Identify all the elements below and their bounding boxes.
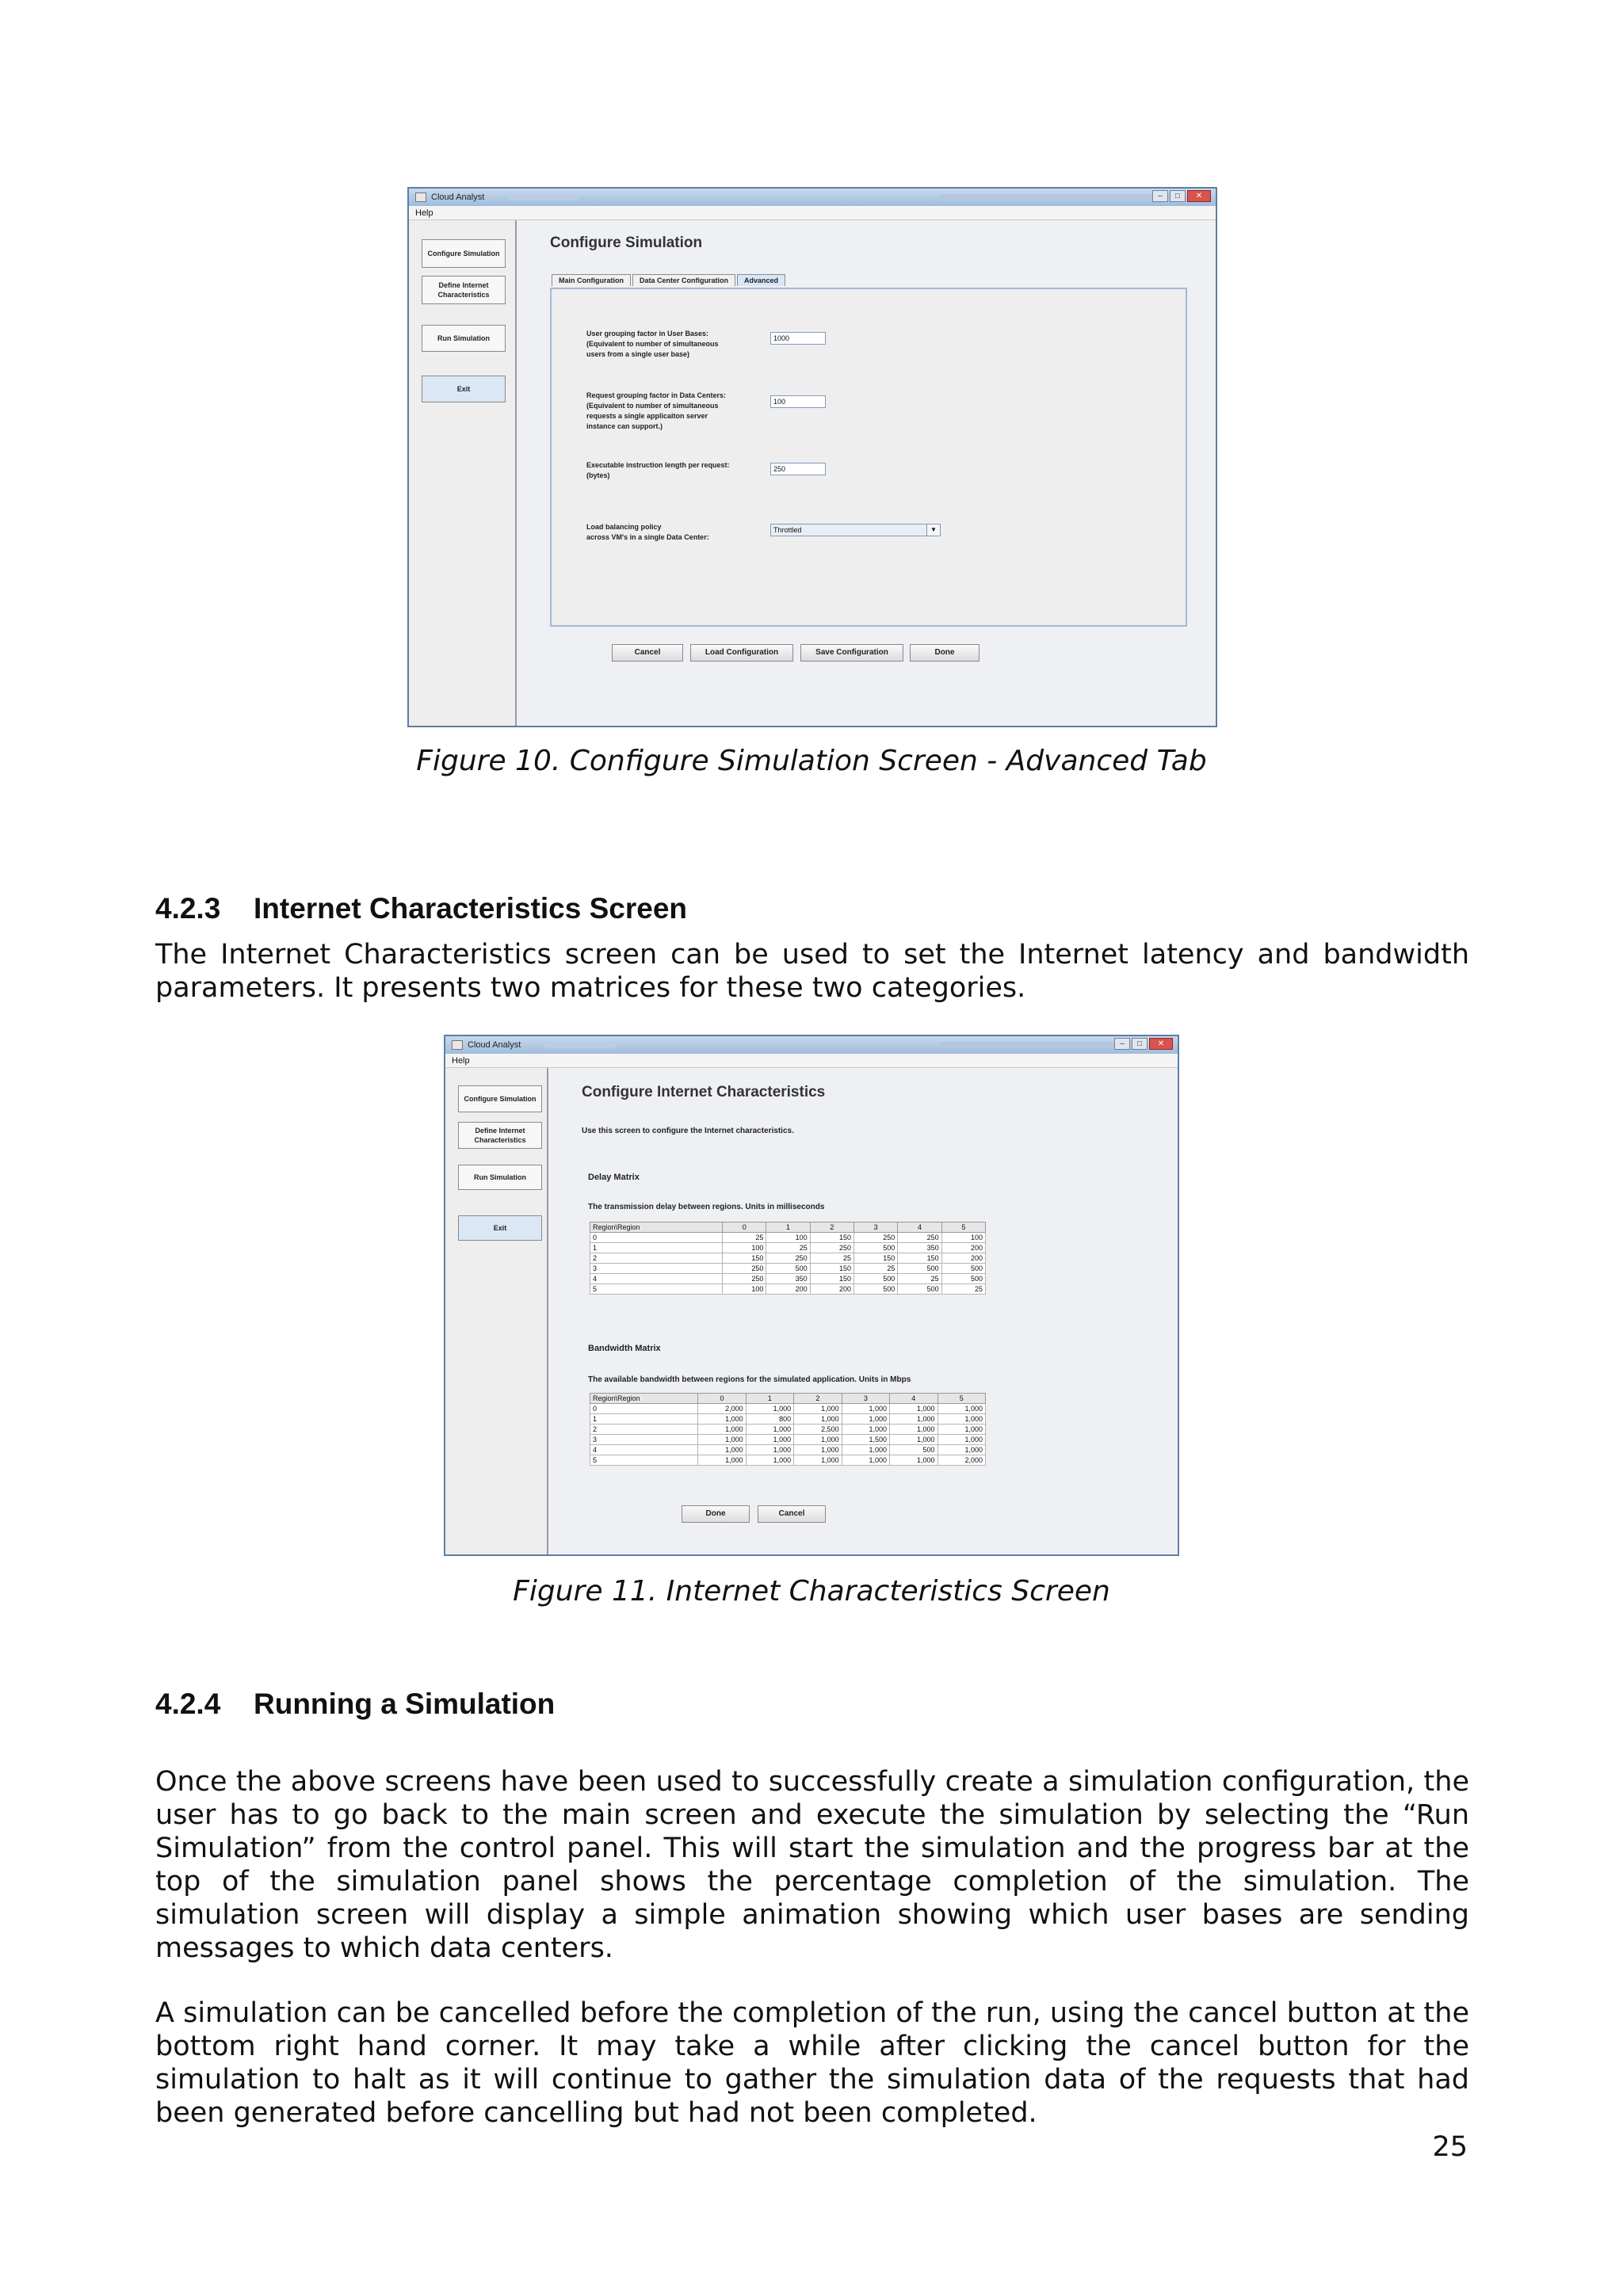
run-simulation-button[interactable]: Run Simulation [422, 325, 506, 352]
bandwidth-cell[interactable]: 1,000 [938, 1435, 986, 1445]
bandwidth-column-header: 4 [890, 1394, 938, 1404]
bandwidth-cell[interactable]: 1,000 [698, 1425, 746, 1435]
delay-cell[interactable]: 500 [854, 1243, 898, 1253]
delay-cell[interactable]: 25 [810, 1253, 854, 1264]
bandwidth-column-header: Region\Region [590, 1394, 698, 1404]
table-row [590, 1435, 986, 1445]
section-number: 4.2.3 [155, 892, 221, 925]
delay-row-header: 4 [590, 1274, 723, 1284]
section-4-2-4-paragraph-1: Once the above screens have been used to successfully create a simulation configuration, the user has to go back to the main screen and execute the simulation by selecting the “Run Simulation” from the control panel. This will start the simulation and the progress bar at the top of the simulation panel shows the percentage completion of the simulation. The simulation screen will display a simple animation showing which user bases are sending messages to which data centers. [155, 1766, 1469, 1964]
table-row [590, 1284, 986, 1295]
table-row [590, 1455, 986, 1466]
exit-button[interactable]: Exit [422, 376, 506, 402]
delay-matrix-subtitle: The transmission delay between regions. Units in milliseconds [588, 1203, 825, 1211]
configure-simulation-button[interactable]: Configure Simulation [422, 239, 506, 268]
delay-row-header: 1 [590, 1243, 723, 1253]
delay-column-header: 2 [810, 1222, 854, 1233]
table-row [590, 1445, 986, 1455]
delay-cell[interactable]: 250 [723, 1264, 766, 1274]
request-grouping-label: Request grouping factor in Data Centers: (Equivalent to number of simultaneous requests a single applicaiton server instance can support.) [586, 391, 727, 430]
delay-row-header: 0 [590, 1233, 723, 1243]
table-row [590, 1414, 986, 1425]
delay-cell[interactable]: 500 [898, 1284, 941, 1295]
bandwidth-cell[interactable]: 1,000 [698, 1435, 746, 1445]
user-grouping-label: User grouping factor in User Bases: (Equivalent to number of simultaneous users from a single user base) [586, 330, 719, 358]
delay-cell[interactable]: 150 [810, 1274, 854, 1284]
delay-cell[interactable]: 500 [766, 1264, 810, 1274]
bandwidth-cell[interactable]: 1,000 [938, 1414, 986, 1425]
close-icon[interactable]: ✕ [1149, 1038, 1173, 1050]
window-titlebar [409, 189, 1216, 206]
bandwidth-cell[interactable]: 1,000 [794, 1404, 842, 1414]
figure-11-caption: Figure 11. Internet Characteristics Screen [513, 1575, 1110, 1608]
section-heading-4-2-3 [155, 892, 687, 925]
table-row [590, 1264, 986, 1274]
bandwidth-row-header: 2 [590, 1425, 698, 1435]
bandwidth-cell[interactable]: 1,000 [938, 1404, 986, 1414]
delay-cell[interactable]: 25 [766, 1243, 810, 1253]
window-title: Cloud Analyst [431, 193, 485, 202]
delay-cell[interactable]: 200 [941, 1253, 985, 1264]
delay-row-header: 5 [590, 1284, 723, 1295]
table-row [590, 1404, 986, 1414]
delay-cell[interactable]: 350 [898, 1243, 941, 1253]
delay-column-header: 0 [723, 1222, 766, 1233]
done-button[interactable]: Done [682, 1505, 750, 1523]
cancel-button[interactable]: Cancel [612, 644, 683, 662]
close-icon[interactable]: ✕ [1187, 190, 1211, 202]
bandwidth-cell[interactable]: 1,000 [842, 1455, 889, 1466]
bandwidth-column-header: 0 [698, 1394, 746, 1404]
window-title: Cloud Analyst [468, 1040, 521, 1050]
request-grouping-input[interactable]: 100 [770, 395, 826, 408]
maximize-icon[interactable]: □ [1170, 190, 1186, 202]
bandwidth-cell[interactable]: 1,000 [698, 1414, 746, 1425]
intro-text: Use this screen to configure the Internet characteristics. [582, 1127, 794, 1135]
bandwidth-row-header: 1 [590, 1414, 698, 1425]
cancel-button[interactable]: Cancel [758, 1505, 826, 1523]
taskbar-blur [544, 1042, 616, 1048]
bandwidth-cell[interactable]: 1,000 [842, 1425, 889, 1435]
delay-header-row [590, 1222, 986, 1233]
page-number: 25 [1432, 2131, 1468, 2163]
bandwidth-cell[interactable]: 1,000 [746, 1455, 793, 1466]
bandwidth-cell[interactable]: 1,000 [890, 1404, 938, 1414]
section-heading-4-2-4 [155, 1688, 555, 1721]
bandwidth-matrix-title: Bandwidth Matrix [588, 1344, 661, 1353]
section-number: 4.2.4 [155, 1688, 221, 1720]
delay-cell[interactable]: 250 [854, 1233, 898, 1243]
menu-help[interactable]: Help [445, 1054, 1178, 1068]
delay-cell[interactable]: 25 [723, 1233, 766, 1243]
delay-row-header: 2 [590, 1253, 723, 1264]
bandwidth-cell[interactable]: 1,000 [842, 1445, 889, 1455]
bandwidth-cell[interactable]: 1,000 [890, 1414, 938, 1425]
bandwidth-cell[interactable]: 1,000 [890, 1455, 938, 1466]
table-row [590, 1425, 986, 1435]
load-balancing-value: Throttled [773, 526, 802, 534]
taskbar-blur [508, 194, 579, 200]
delay-cell[interactable]: 100 [723, 1243, 766, 1253]
delay-cell[interactable]: 500 [898, 1264, 941, 1274]
load-balancing-label: Load balancing policy across VM's in a single Data Center: [586, 523, 709, 541]
table-row [590, 1253, 986, 1264]
delay-cell[interactable]: 200 [941, 1243, 985, 1253]
delay-cell[interactable]: 25 [854, 1264, 898, 1274]
bandwidth-row-header: 5 [590, 1455, 698, 1466]
menu-help[interactable]: Help [409, 206, 1216, 220]
configure-simulation-button[interactable]: Configure Simulation [458, 1085, 542, 1112]
delay-cell[interactable]: 250 [723, 1274, 766, 1284]
bandwidth-column-header: 3 [842, 1394, 889, 1404]
bandwidth-cell[interactable]: 1,000 [698, 1455, 746, 1466]
delay-cell[interactable]: 150 [898, 1253, 941, 1264]
control-panel [445, 1068, 548, 1554]
advanced-tab-panel [550, 288, 1187, 627]
page-title: Configure Simulation [550, 235, 703, 251]
delay-cell[interactable]: 150 [723, 1253, 766, 1264]
tab-main-configuration[interactable]: Main Configuration [552, 274, 631, 286]
window-titlebar [445, 1036, 1178, 1054]
bandwidth-cell[interactable]: 1,000 [794, 1435, 842, 1445]
bandwidth-row-header: 3 [590, 1435, 698, 1445]
delay-cell[interactable]: 250 [810, 1243, 854, 1253]
instruction-length-input[interactable]: 250 [770, 463, 826, 475]
done-button[interactable]: Done [910, 644, 980, 662]
table-row [590, 1274, 986, 1284]
delay-column-header: Region\Region [590, 1222, 723, 1233]
bandwidth-row-header: 4 [590, 1445, 698, 1455]
taskbar-blur [938, 194, 1184, 200]
delay-cell[interactable]: 500 [941, 1264, 985, 1274]
bandwidth-cell[interactable]: 1,000 [794, 1445, 842, 1455]
bandwidth-cell[interactable]: 1,500 [842, 1435, 889, 1445]
minimize-icon[interactable]: – [1114, 1038, 1130, 1050]
exit-button[interactable]: Exit [458, 1215, 542, 1241]
section-4-2-3-paragraph: The Internet Characteristics screen can be used to set the Internet latency and bandwidth parameters. It presents two matrices for these two categories. [155, 939, 1469, 1004]
bandwidth-cell[interactable]: 1,000 [842, 1404, 889, 1414]
bandwidth-header-row [590, 1394, 986, 1404]
bandwidth-matrix-table[interactable] [590, 1393, 986, 1466]
chevron-down-icon[interactable]: ▼ [926, 524, 940, 536]
bandwidth-cell[interactable]: 1,000 [746, 1425, 793, 1435]
bandwidth-cell[interactable]: 1,000 [938, 1445, 986, 1455]
bandwidth-cell[interactable]: 1,000 [938, 1425, 986, 1435]
bandwidth-cell[interactable]: 1,000 [746, 1404, 793, 1414]
bandwidth-cell[interactable]: 2,000 [698, 1404, 746, 1414]
define-internet-characteristics-button[interactable]: Define Internet Characteristics [422, 276, 506, 304]
bandwidth-row-header: 0 [590, 1404, 698, 1414]
delay-column-header: 1 [766, 1222, 810, 1233]
bandwidth-cell[interactable]: 500 [890, 1445, 938, 1455]
delay-cell[interactable]: 25 [898, 1274, 941, 1284]
delay-cell[interactable]: 100 [766, 1233, 810, 1243]
bandwidth-cell[interactable]: 1,000 [794, 1414, 842, 1425]
delay-column-header: 4 [898, 1222, 941, 1233]
bandwidth-cell[interactable]: 1,000 [842, 1414, 889, 1425]
bandwidth-column-header: 5 [938, 1394, 986, 1404]
table-row [590, 1243, 986, 1253]
table-row [590, 1233, 986, 1243]
tab-advanced[interactable]: Advanced [737, 274, 785, 286]
page-title: Configure Internet Characteristics [582, 1084, 826, 1100]
section-title: Internet Characteristics Screen [254, 892, 688, 925]
bandwidth-cell[interactable]: 1,000 [746, 1435, 793, 1445]
user-grouping-input[interactable]: 1000 [770, 332, 826, 345]
delay-cell[interactable]: 500 [941, 1274, 985, 1284]
bandwidth-cell[interactable]: 1,000 [794, 1455, 842, 1466]
bandwidth-column-header: 2 [794, 1394, 842, 1404]
figure-10-window [407, 187, 1217, 727]
delay-cell[interactable]: 100 [941, 1233, 985, 1243]
app-icon [415, 193, 426, 202]
section-4-2-4-paragraph-2: A simulation can be cancelled before the completion of the run, using the cancel button at the bottom right hand corner. It may take a while after clicking the cancel button for the simulation to halt as it will continue to gather the simulation data of the requests that had been generated before cancelling but had not been completed. [155, 1997, 1469, 2129]
save-configuration-button[interactable]: Save Configuration [800, 644, 903, 662]
bandwidth-cell[interactable]: 1,000 [746, 1445, 793, 1455]
delay-cell[interactable]: 250 [898, 1233, 941, 1243]
delay-cell[interactable]: 350 [766, 1274, 810, 1284]
control-panel [409, 220, 517, 726]
delay-column-header: 3 [854, 1222, 898, 1233]
figure-11-window [444, 1035, 1179, 1556]
delay-column-header: 5 [941, 1222, 985, 1233]
section-title: Running a Simulation [254, 1688, 556, 1720]
delay-cell[interactable]: 150 [810, 1264, 854, 1274]
delay-cell[interactable]: 200 [810, 1284, 854, 1295]
instruction-length-label: Executable instruction length per request: (bytes) [586, 461, 730, 479]
delay-cell[interactable]: 500 [854, 1274, 898, 1284]
delay-matrix-table[interactable] [590, 1222, 986, 1295]
bandwidth-matrix-subtitle: The available bandwidth between regions for the simulated application. Units in Mbps [588, 1375, 911, 1384]
bandwidth-cell[interactable]: 1,000 [698, 1445, 746, 1455]
load-configuration-button[interactable]: Load Configuration [690, 644, 793, 662]
delay-cell[interactable]: 500 [854, 1284, 898, 1295]
tab-data-center-configuration[interactable]: Data Center Configuration [632, 274, 735, 286]
bandwidth-cell[interactable]: 2,500 [794, 1425, 842, 1435]
delay-cell[interactable]: 200 [766, 1284, 810, 1295]
bandwidth-cell[interactable]: 1,000 [890, 1425, 938, 1435]
app-icon [452, 1040, 463, 1050]
define-internet-characteristics-button[interactable]: Define Internet Characteristics [458, 1122, 542, 1149]
minimize-icon[interactable]: – [1152, 190, 1168, 202]
maximize-icon[interactable]: □ [1132, 1038, 1148, 1050]
figure-10-caption: Figure 10. Configure Simulation Screen - Advanced Tab [416, 745, 1207, 777]
bandwidth-cell[interactable]: 800 [746, 1414, 793, 1425]
bandwidth-cell[interactable]: 1,000 [890, 1435, 938, 1445]
delay-cell[interactable]: 25 [941, 1284, 985, 1295]
tab-strip [552, 274, 787, 286]
bandwidth-cell[interactable]: 2,000 [938, 1455, 986, 1466]
delay-row-header: 3 [590, 1264, 723, 1274]
delay-cell[interactable]: 100 [723, 1284, 766, 1295]
run-simulation-button[interactable]: Run Simulation [458, 1165, 542, 1190]
delay-matrix-title: Delay Matrix [588, 1173, 640, 1182]
delay-cell[interactable]: 150 [854, 1253, 898, 1264]
delay-cell[interactable]: 150 [810, 1233, 854, 1243]
bandwidth-column-header: 1 [746, 1394, 793, 1404]
load-balancing-select[interactable] [770, 524, 941, 536]
delay-cell[interactable]: 250 [766, 1253, 810, 1264]
